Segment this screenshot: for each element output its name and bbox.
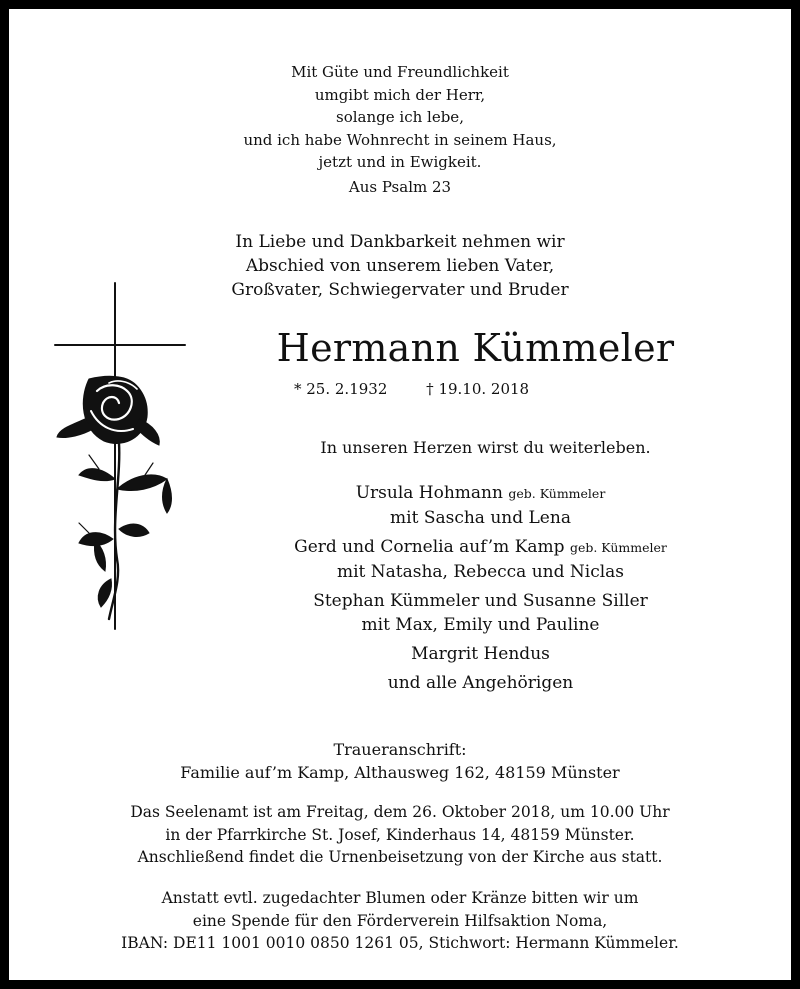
psalm-source: Aus Psalm 23	[348, 177, 452, 196]
deceased-name: Hermann Kümmeler	[276, 326, 675, 370]
member-name: Ursula Hohmann	[355, 483, 503, 503]
death-date: † 19.10. 2018	[426, 380, 530, 398]
intro-line: Großvater, Schwiegervater und Bruder	[231, 280, 569, 300]
psalm-line: jetzt und in Ewigkeit.	[318, 153, 482, 171]
intro-line: Abschied von unserem lieben Vater,	[245, 256, 555, 276]
intro-line: In Liebe und Dankbarkeit nehmen wir	[235, 232, 565, 252]
donation-line: eine Spende für den Förderverein Hilfsaktion Noma,	[192, 911, 608, 930]
service-line: Anschließend findet die Urnenbeisetzung von der Kirche aus statt.	[137, 848, 663, 866]
family-list	[179, 481, 782, 695]
donation-line: Anstatt evtl. zugedachter Blumen oder Kränze bitten wir um	[161, 889, 639, 907]
psalm-line: solange ich lebe,	[336, 108, 464, 126]
family-member	[179, 481, 782, 506]
member-children: mit Max, Emily und Pauline	[361, 615, 600, 635]
maiden-name: geb. Kümmeler	[508, 486, 606, 501]
service-line: in der Pfarrkirche St. Josef, Kinderhaus 14, 48159 Münster.	[165, 825, 635, 844]
member-name: Gerd und Cornelia auf’m Kamp	[294, 537, 565, 557]
service-info	[18, 801, 782, 869]
member-children: mit Natasha, Rebecca und Niclas	[336, 562, 625, 582]
member-name: Stephan Kümmeler und Susanne Siller	[313, 591, 648, 611]
psalm-line: und ich habe Wohnrecht in seinem Haus,	[243, 130, 557, 149]
memorial-line: In unseren Herzen wirst du weiterleben.	[320, 438, 651, 457]
donation-request	[18, 887, 782, 955]
birth-date: * 25. 2.1932	[294, 380, 388, 398]
maiden-name: geb. Kümmeler	[569, 540, 667, 555]
psalm-quote	[18, 61, 782, 198]
member-children: mit Sascha und Lena	[390, 508, 571, 528]
mourning-address	[18, 739, 782, 784]
psalm-line: Mit Güte und Freundlichkeit	[291, 63, 509, 81]
life-dates	[294, 379, 529, 399]
service-line: Das Seelenamt ist am Freitag, dem 26. Oktober 2018, um 10.00 Uhr	[130, 803, 670, 821]
address-label: Traueranschrift:	[333, 740, 467, 759]
address-text: Familie auf’m Kamp, Althausweg 162, 48159 Münster	[180, 762, 620, 782]
member-name: Margrit Hendus	[411, 644, 550, 664]
donation-line: IBAN: DE11 1001 0010 0850 1261 05, Stichwort: Hermann Kümmeler.	[121, 934, 679, 952]
other-relatives: und alle Angehörigen	[387, 673, 574, 693]
family-member	[179, 535, 782, 560]
psalm-line: umgibt mich der Herr,	[314, 85, 486, 104]
